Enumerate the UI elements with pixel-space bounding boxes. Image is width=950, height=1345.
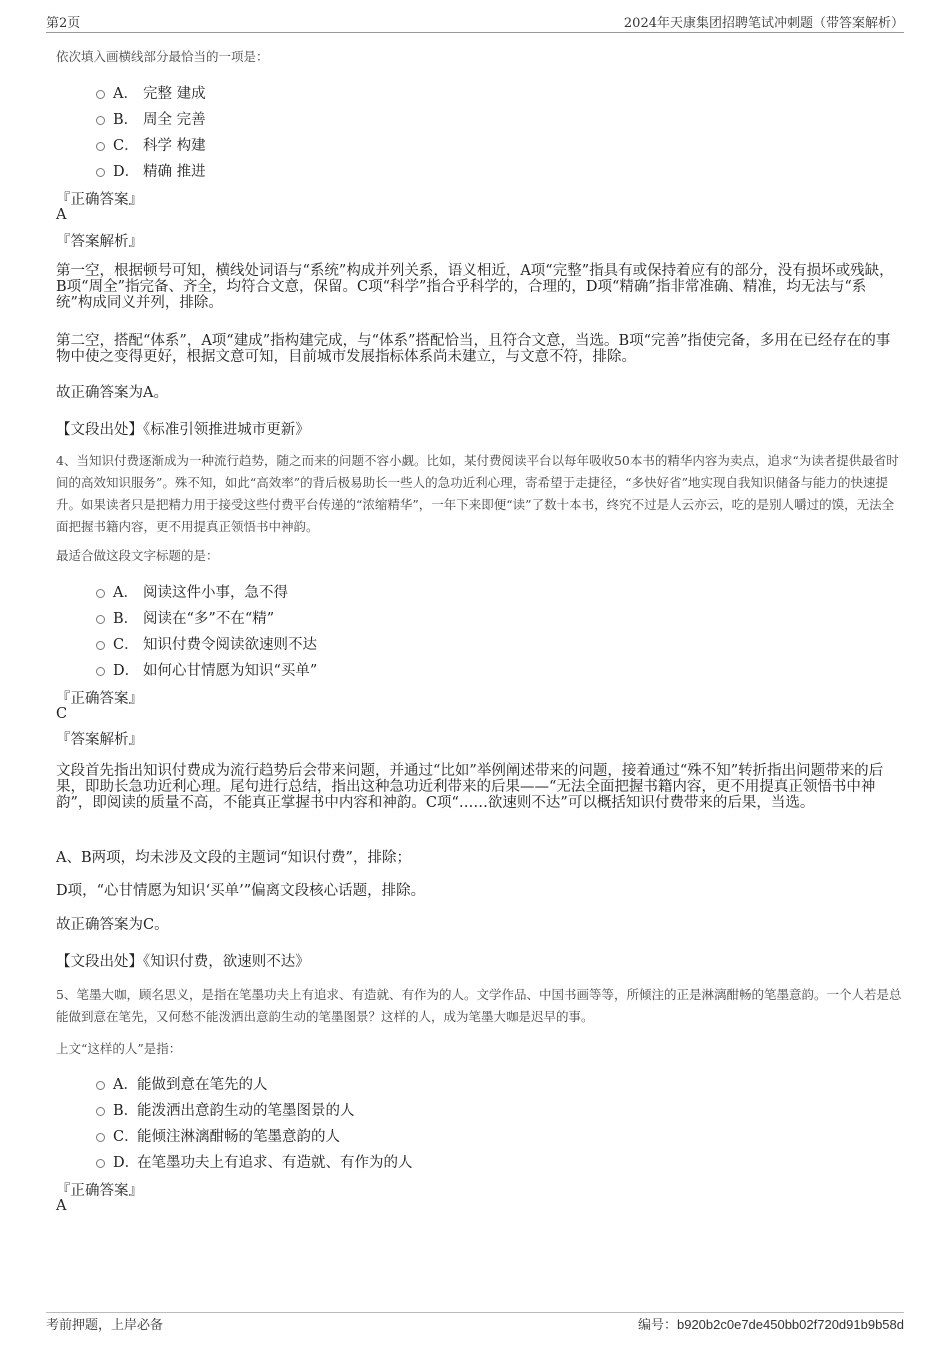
q3-analysis: [56, 263, 894, 311]
q4-options: [96, 580, 317, 680]
page-number: 第2页: [46, 16, 81, 31]
q4-analysis-4: [56, 917, 894, 933]
q5-answer: A: [56, 1198, 67, 1214]
radio-icon[interactable]: [96, 1133, 105, 1142]
q4-analysis-paragraph: 文段首先指出知识付费成为流行趋势后会带来问题，并通过“比如”举例阐述带来的问题，接着通过“殊不知”转折指出问题带来的后果，即助长急功近利心理。尾句进行总结，指出这种急功近利带来的后果——“无法全面把握书籍内容，更不用提真正领悟书中神韵”，即阅读的质量不高，不能真正掌握书中内容和神韵。C项“……欲速则不达”可以概括知识付费带来的后果，当选。: [56, 763, 884, 811]
q4-conclusion: 故正确答案为C。: [56, 917, 169, 933]
radio-icon[interactable]: [96, 641, 105, 650]
q5-prompt: 上文“这样的人”是指：: [56, 1041, 182, 1056]
radio-icon[interactable]: [96, 1107, 105, 1116]
q4-option-b[interactable]: B． 阅读在“多”不在“精”: [96, 606, 317, 628]
q3-option-a[interactable]: A． 完整 建成: [96, 81, 206, 103]
q4-analysis-2: [56, 850, 894, 866]
q4-option-d[interactable]: D． 如何心甘情愿为知识“买单”: [96, 658, 317, 680]
q3-conclusion: 故正确答案为A。: [56, 385, 168, 401]
q4-answer: C: [56, 706, 68, 722]
q5-option-c[interactable]: C． 能倾注淋漓酣畅的笔墨意韵的人: [96, 1124, 413, 1146]
radio-icon[interactable]: [96, 589, 105, 598]
q3-option-c[interactable]: C． 科学 构建: [96, 133, 206, 155]
q3-source: 【文段出处】《标准引领推进城市更新》: [56, 422, 310, 438]
document-title: 2024年天康集团招聘笔试冲刺题（带答案解析）: [623, 16, 904, 31]
document-id: 编号：b920b2c0e7de450bb02f720d91b9b58d: [637, 1317, 904, 1332]
q4-analysis-paragraph: A、B两项，均未涉及文段的主题词“知识付费”，排除；: [56, 850, 411, 866]
radio-icon[interactable]: [96, 168, 105, 177]
q4-option-a[interactable]: A． 阅读这件小事，急不得: [96, 580, 317, 602]
header-divider: [46, 32, 904, 33]
q3-answer-label: 『正确答案』: [56, 192, 143, 208]
q5-options: [96, 1072, 413, 1172]
q5-option-d[interactable]: D． 在笔墨功夫上有追求、有造就、有作为的人: [96, 1150, 413, 1172]
q3-options: [96, 81, 206, 181]
q4-prompt: 最适合做这段文字标题的是：: [56, 548, 219, 563]
q5-answer-label: 『正确答案』: [56, 1183, 143, 1199]
footer-slogan: 考前押题，上岸必备: [46, 1318, 164, 1333]
q3-analysis-3: [56, 385, 894, 401]
q4-analysis-3: [56, 883, 894, 899]
q4-stem: 4、当知识付费逐渐成为一种流行趋势，随之而来的问题不容小觑。比如，某付费阅读平台以每年吸收50本书的精华内容为卖点，追求“为读者提供最省时间的高效知识服务”。殊不知，如此“高效率”的背后极易助长一些人的急功近利心理，寄希望于走捷径，“多快好省”地实现自我知识储备与能力的快速提升。如果读者只是把精力用于接受这些付费平台传递的“浓缩精华”，一年下来即便“读”了数十本书，终究不过是人云亦云，吃的是别人嚼过的馍，无法全面把握书籍内容，更不用提真正领悟书中神韵。: [56, 453, 899, 534]
q5-option-a[interactable]: A． 能做到意在笔先的人: [96, 1072, 413, 1094]
q5-option-b[interactable]: B． 能泼洒出意韵生动的笔墨图景的人: [96, 1098, 413, 1120]
radio-icon[interactable]: [96, 1081, 105, 1090]
radio-icon[interactable]: [96, 667, 105, 676]
q4-answer-label: 『正确答案』: [56, 691, 143, 707]
radio-icon[interactable]: [96, 1159, 105, 1168]
q5-stem: 5、笔墨大咖，顾名思义，是指在笔墨功夫上有追求、有造就、有作为的人。文学作品、中国书画等等，所倾注的正是淋漓酣畅的笔墨意韵。一个人若是总能做到意在笔先，又何愁不能泼洒出意韵生动的笔墨图景？这样的人，成为笔墨大咖是迟早的事。: [56, 987, 902, 1024]
q3-analysis-paragraph: 第一空，根据顿号可知，横线处词语与“系统”构成并列关系，语义相近，A项“完整”指具有或保持着应有的部分，没有损坏或残缺，B项“周全”指完备、齐全，均符合文意，保留。C项“科学”指合乎科学的，合理的，D项“精确”指非常准确、精准，均无法与“系统”构成同义并列，排除。: [56, 263, 894, 311]
q3-analysis-paragraph: 第二空，搭配“体系”，A项“建成”指构建完成，与“体系”搭配恰当，且符合文意，当选。B项“完善”指使完备，多用在已经存在的事物中使之变得更好，根据文意可知，目前城市发展指标体系尚未建立，与文意不符，排除。: [56, 333, 891, 365]
q4-option-c[interactable]: C． 知识付费令阅读欲速则不达: [96, 632, 317, 654]
radio-icon[interactable]: [96, 116, 105, 125]
q3-option-b[interactable]: B． 周全 完善: [96, 107, 206, 129]
q4-analysis: [56, 763, 894, 811]
q3-analysis-2: [56, 333, 894, 365]
q4-source: 【文段出处】《知识付费，欲速则不达》: [56, 954, 310, 970]
radio-icon[interactable]: [96, 90, 105, 99]
q4-analysis-label: 『答案解析』: [56, 732, 143, 748]
radio-icon[interactable]: [96, 142, 105, 151]
q3-prompt: 依次填入画横线部分最恰当的一项是：: [56, 49, 269, 64]
q3-option-d[interactable]: D． 精确 推进: [96, 159, 206, 181]
radio-icon[interactable]: [96, 615, 105, 624]
q3-answer: A: [56, 207, 67, 223]
q3-analysis-label: 『答案解析』: [56, 234, 143, 250]
q4-analysis-paragraph: D项，“心甘情愿为知识‘买单’”偏离文段核心话题，排除。: [56, 883, 426, 899]
footer-divider: [46, 1312, 904, 1313]
